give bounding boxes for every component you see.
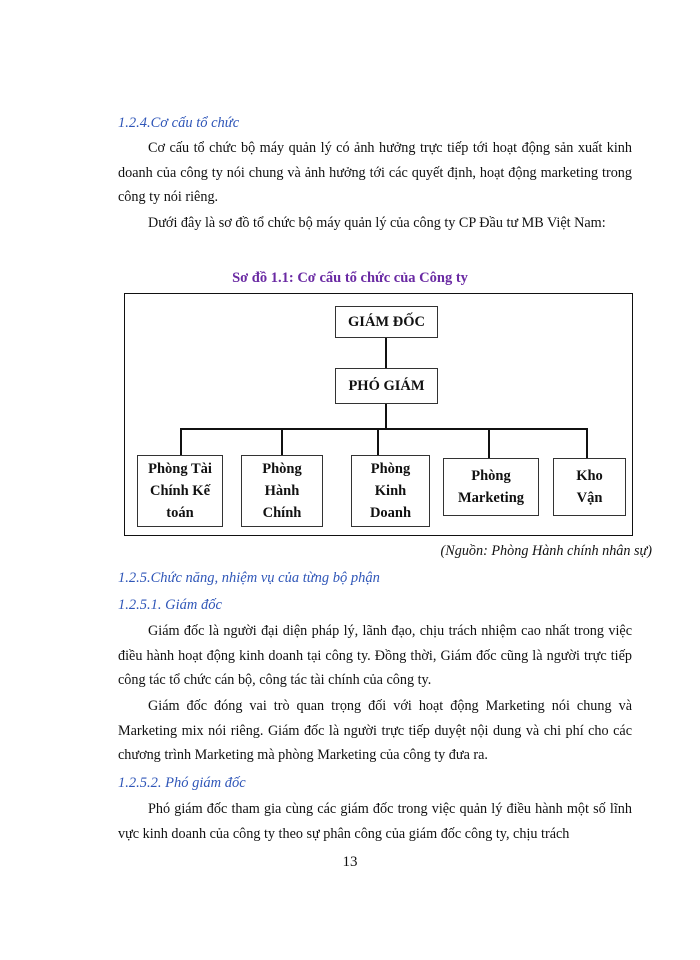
connector-line: [385, 338, 387, 368]
paragraph-diagram-intro: [118, 211, 632, 236]
node-deputy-director: PHÓ GIÁM: [335, 368, 438, 404]
paragraph-org-structure-intro: [118, 136, 632, 210]
paragraph-text: Phó giám đốc tham gia cùng các giám đốc trong việc quản lý điều hành một số lĩnh vực kinh doanh của công ty theo sự phân công của giám đốc công ty, chịu trách: [118, 801, 632, 842]
page-number: 13: [342, 854, 358, 870]
connector-line: [180, 428, 182, 455]
connector-line: [385, 404, 387, 429]
node-finance-accounting: Phòng Tài Chính Kế toán: [137, 455, 223, 527]
node-director: GIÁM ĐỐC: [335, 306, 438, 338]
paragraph-text: Dưới đây là sơ đồ tổ chức bộ máy quản lý của công ty CP Đầu tư MB Việt Nam:: [148, 215, 606, 231]
diagram-source-note: (Nguồn: Phòng Hành chính nhân sự): [440, 543, 652, 559]
node-administration: Phòng Hành Chính: [241, 455, 323, 527]
org-chart: [124, 293, 633, 536]
section-heading-1-2-5: 1.2.5.Chức năng, nhiệm vụ của từng bộ phận: [118, 570, 380, 586]
paragraph-text: Giám đốc là người đại diện pháp lý, lãnh đạo, chịu trách nhiệm cao nhất trong việc điều hành hoạt động kinh doanh tại công ty. Đồng thời, Giám đốc cũng là người trực tiếp công tác tổ chức cán bộ, công tác tài chính của công ty.: [118, 623, 632, 688]
section-heading-1-2-4: 1.2.4.Cơ cấu tổ chức: [118, 115, 240, 131]
paragraph-director-role: [118, 619, 632, 693]
diagram-caption: Sơ đồ 1.1: Cơ cấu tổ chức của Công ty: [232, 270, 468, 286]
node-business: Phòng Kinh Doanh: [351, 455, 430, 527]
node-warehouse-logistics: Kho Vận: [553, 458, 626, 516]
paragraph-deputy-director: [118, 797, 632, 846]
connector-line: [377, 428, 379, 455]
paragraph-text: Giám đốc đóng vai trò quan trọng đối với hoạt động Marketing nói chung và Marketing mix nói riêng. Giám đốc là người trực tiếp duyệt nội dung và chi phí cho các chương trình Marketing mà phòng Marketing của công ty đưa ra.: [118, 698, 632, 763]
section-heading-1-2-5-2: 1.2.5.2. Phó giám đốc: [118, 775, 246, 791]
section-heading-1-2-5-1: 1.2.5.1. Giám đốc: [118, 597, 222, 613]
node-marketing: Phòng Marketing: [443, 458, 539, 516]
connector-line: [586, 428, 588, 458]
connector-line: [488, 428, 490, 458]
connector-line: [281, 428, 283, 455]
paragraph-text: Cơ cấu tổ chức bộ máy quản lý có ảnh hưởng trực tiếp tới hoạt động sản xuất kinh doanh của công ty nói chung và ảnh hưởng tới các quyết định, hoạt động marketing trong công ty nói riêng.: [118, 140, 632, 205]
paragraph-director-marketing: [118, 694, 632, 768]
connector-line: [180, 428, 586, 430]
